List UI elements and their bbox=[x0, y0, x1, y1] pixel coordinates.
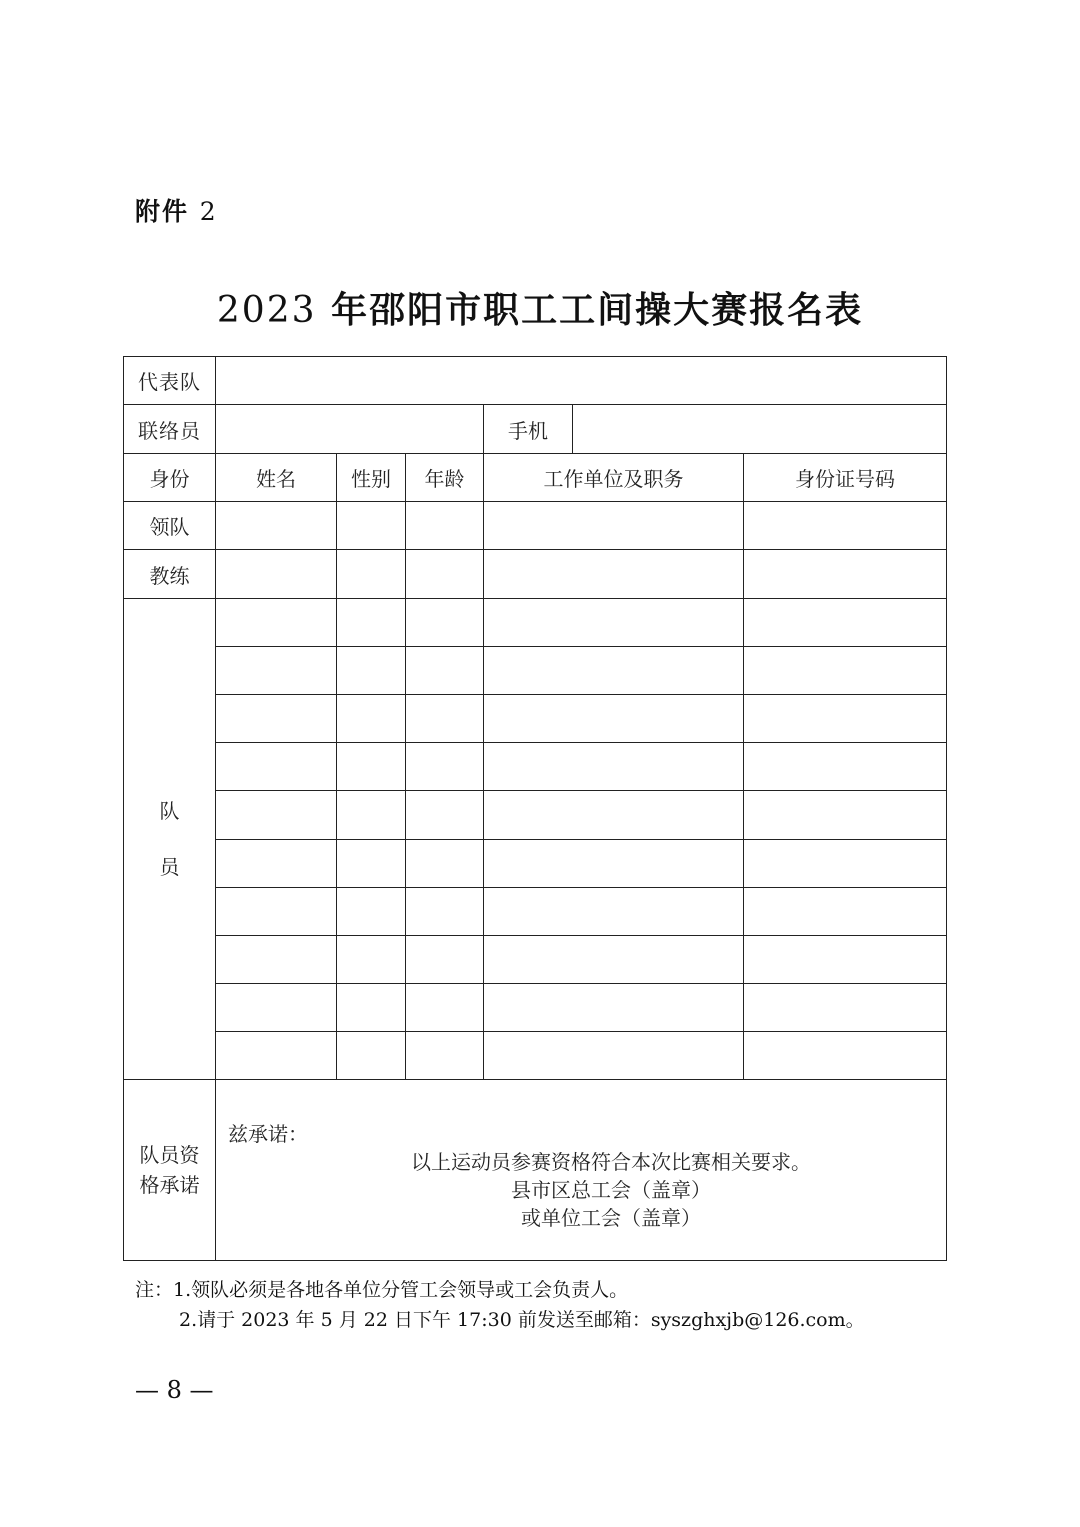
member-cell[interactable] bbox=[337, 599, 406, 647]
qualification-label-line-2: 格承诺 bbox=[139, 1173, 200, 1197]
member-cell[interactable] bbox=[216, 599, 337, 647]
member-cell[interactable] bbox=[484, 743, 744, 791]
leader-row bbox=[124, 502, 947, 550]
member-cell[interactable] bbox=[337, 647, 406, 695]
member-cell[interactable] bbox=[744, 936, 947, 984]
member-cell[interactable] bbox=[406, 984, 484, 1032]
member-cell[interactable] bbox=[484, 840, 744, 888]
member-cell[interactable] bbox=[484, 1032, 744, 1080]
member-row bbox=[124, 791, 947, 840]
member-cell[interactable] bbox=[484, 888, 744, 936]
member-cell[interactable] bbox=[337, 936, 406, 984]
member-cell[interactable] bbox=[337, 791, 406, 840]
header-workplace: 工作单位及职务 bbox=[484, 454, 744, 502]
member-label-char-1: 队 bbox=[159, 799, 180, 823]
coach-gender-cell[interactable] bbox=[337, 550, 406, 599]
member-row bbox=[124, 743, 947, 791]
leader-gender-cell[interactable] bbox=[337, 502, 406, 550]
member-cell[interactable] bbox=[216, 647, 337, 695]
pledge-intro: 兹承诺： bbox=[228, 1122, 308, 1146]
member-cell[interactable] bbox=[216, 1032, 337, 1080]
page-title: 2023 年邵阳市职工工间操大赛报名表 bbox=[216, 289, 864, 331]
member-cell[interactable] bbox=[744, 647, 947, 695]
member-cell[interactable] bbox=[337, 743, 406, 791]
member-cell[interactable] bbox=[484, 647, 744, 695]
member-cell[interactable] bbox=[337, 984, 406, 1032]
header-row bbox=[124, 454, 947, 502]
member-row bbox=[124, 599, 947, 647]
member-cell[interactable] bbox=[216, 695, 337, 743]
header-id-number: 身份证号码 bbox=[744, 454, 947, 502]
member-cell[interactable] bbox=[744, 791, 947, 840]
member-cell[interactable] bbox=[406, 888, 484, 936]
member-cell[interactable] bbox=[216, 936, 337, 984]
pledge-cell bbox=[216, 1080, 947, 1261]
phone-label: 手机 bbox=[484, 405, 573, 453]
note-line-1: 注：1.领队必须是各地各单位分管工会领导或工会负责人。 bbox=[135, 1279, 629, 1301]
member-cell[interactable] bbox=[406, 695, 484, 743]
member-cell[interactable] bbox=[406, 1032, 484, 1080]
pledge-line-1: 以上运动员参赛资格符合本次比赛相关要求。 bbox=[411, 1150, 812, 1174]
header-age: 年龄 bbox=[406, 454, 484, 502]
coach-id-cell[interactable] bbox=[744, 550, 947, 599]
attachment-label: 附件 2 bbox=[135, 197, 218, 226]
leader-age-cell[interactable] bbox=[406, 502, 484, 550]
member-cell[interactable] bbox=[337, 840, 406, 888]
member-cell[interactable] bbox=[484, 599, 744, 647]
member-label-char-2: 员 bbox=[159, 855, 180, 879]
member-row bbox=[124, 1032, 947, 1080]
pledge-line-2: 县市区总工会（盖章） bbox=[511, 1178, 712, 1202]
page-number: — 8 — bbox=[135, 1376, 214, 1404]
contact-field[interactable] bbox=[216, 405, 484, 454]
member-cell[interactable] bbox=[216, 743, 337, 791]
coach-age-cell[interactable] bbox=[406, 550, 484, 599]
contact-label: 联络员 bbox=[124, 405, 216, 454]
member-cell[interactable] bbox=[216, 984, 337, 1032]
header-gender: 性别 bbox=[337, 454, 406, 502]
member-cell[interactable] bbox=[744, 888, 947, 936]
coach-row bbox=[124, 550, 947, 599]
leader-workplace-cell[interactable] bbox=[484, 502, 744, 550]
team-field[interactable] bbox=[216, 357, 947, 405]
member-cell[interactable] bbox=[744, 599, 947, 647]
member-cell[interactable] bbox=[337, 1032, 406, 1080]
qualification-row bbox=[124, 1080, 947, 1261]
member-row bbox=[124, 695, 947, 743]
member-label bbox=[124, 599, 216, 1080]
phone-cell bbox=[484, 405, 947, 454]
header-identity: 身份 bbox=[124, 454, 216, 502]
member-row bbox=[124, 647, 947, 695]
member-cell[interactable] bbox=[406, 936, 484, 984]
coach-workplace-cell[interactable] bbox=[484, 550, 744, 599]
member-cell[interactable] bbox=[406, 791, 484, 840]
qualification-label bbox=[124, 1080, 216, 1261]
member-cell[interactable] bbox=[744, 695, 947, 743]
phone-field[interactable] bbox=[573, 405, 946, 453]
member-cell[interactable] bbox=[744, 1032, 947, 1080]
qualification-label-line-1: 队员资 bbox=[139, 1143, 200, 1167]
member-cell[interactable] bbox=[484, 791, 744, 840]
leader-label: 领队 bbox=[124, 502, 216, 550]
member-cell[interactable] bbox=[484, 984, 744, 1032]
member-cell[interactable] bbox=[744, 984, 947, 1032]
team-label: 代表队 bbox=[124, 357, 216, 405]
pledge-line-3: 或单位工会（盖章） bbox=[521, 1206, 702, 1230]
member-cell[interactable] bbox=[406, 840, 484, 888]
member-cell[interactable] bbox=[406, 647, 484, 695]
member-row bbox=[124, 984, 947, 1032]
member-cell[interactable] bbox=[406, 743, 484, 791]
registration-form bbox=[123, 356, 947, 1261]
member-cell[interactable] bbox=[337, 888, 406, 936]
coach-name-cell[interactable] bbox=[216, 550, 337, 599]
member-row bbox=[124, 888, 947, 936]
leader-id-cell[interactable] bbox=[744, 502, 947, 550]
member-cell[interactable] bbox=[484, 695, 744, 743]
member-row bbox=[124, 840, 947, 888]
member-cell[interactable] bbox=[744, 743, 947, 791]
note-line-2: 2.请于 2023 年 5 月 22 日下午 17:30 前发送至邮箱：syszghxjb@126.com。 bbox=[179, 1309, 865, 1331]
member-cell[interactable] bbox=[744, 840, 947, 888]
member-cell[interactable] bbox=[406, 599, 484, 647]
member-cell[interactable] bbox=[216, 840, 337, 888]
member-cell[interactable] bbox=[484, 936, 744, 984]
member-cell[interactable] bbox=[216, 888, 337, 936]
notes bbox=[135, 1275, 865, 1335]
member-row bbox=[124, 936, 947, 984]
coach-label: 教练 bbox=[124, 550, 216, 599]
member-cell[interactable] bbox=[337, 695, 406, 743]
header-name: 姓名 bbox=[216, 454, 337, 502]
member-cell[interactable] bbox=[216, 791, 337, 840]
leader-name-cell[interactable] bbox=[216, 502, 337, 550]
